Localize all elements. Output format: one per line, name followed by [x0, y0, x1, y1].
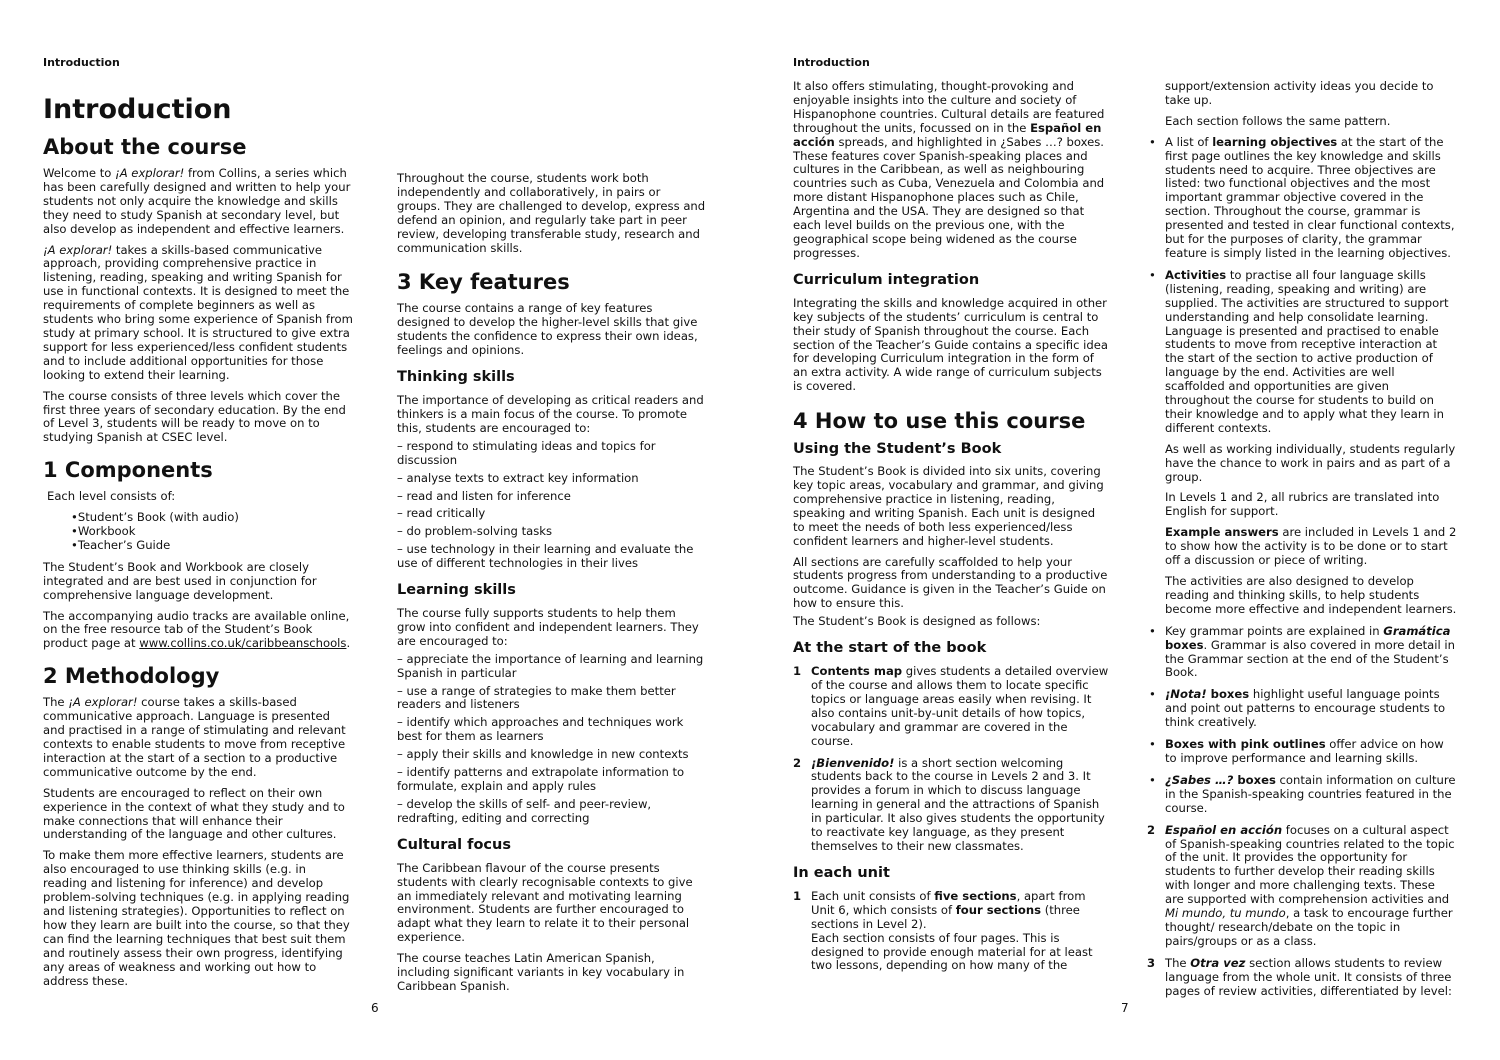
- list-item: – use a range of strategies to make them better readers and listeners: [397, 683, 676, 712]
- list-item: – read critically: [397, 506, 486, 521]
- list-item: • ¡Nota! boxes highlight useful language points and point out patterns to encourage students to think creatively.: [1147, 688, 1457, 730]
- thinking-skills-heading: Thinking skills: [397, 369, 515, 386]
- support-paragraph: support/extension activity ideas you decide to take up.: [1165, 79, 1434, 107]
- list-item: – develop the skills of self- and peer-review, redrafting, editing and correcting: [397, 796, 652, 825]
- left-running-head: Introduction: [43, 56, 120, 69]
- how-to-paragraph-3: The Student’s Book is designed as follows:: [793, 614, 1041, 629]
- start-of-book-heading: At the start of the book: [793, 640, 987, 657]
- list-item: – do problem-solving tasks: [397, 524, 553, 539]
- components-paragraph-2: The accompanying audio tracks are available online, on the free resource tab of the Student’s Book product page at www.collins.co.uk/caribbeanschools.: [43, 608, 351, 651]
- list-item: 1 Contents map gives students a detailed overview of the course and allows them to locate specific topics or language areas easily when revising. It also contains unit-by-unit details of how topics, vocabulary and grammar are covered in the course.: [793, 664, 1109, 748]
- learning-skills-heading: Learning skills: [397, 582, 516, 599]
- cultural-focus-continued: It also offers stimulating, thought-provoking and enjoyable insights into the culture and society of Hispanophone countries. Cultural details are featured throughout the units, focussed on in the Español en acción spreads, and highlighted in ¿Sabes …? boxes. These features cover Spanish-speaking places and cultures in the Caribbean, as well as neighbouring countries such as Cuba, Venezuela and Colombia and more distant Hispanophone places such as Chile, Argentina and the USA. They are designed so that each level builds on the previous one, with the geographical scope being widened as the course progresses.: [793, 79, 1105, 260]
- list-item: 2 ¡Bienvenido! is a short section welcoming students back to the course in Levels 2 and 3. It provides a forum in which to discuss language learning in general and the attractions of Spanish in particular. It also gives students the opportunity to reactivate key language, as they present themselves to their new classmates.: [793, 755, 1105, 853]
- left-column-1: [43, 94, 353, 995]
- cultural-focus-heading: Cultural focus: [397, 836, 511, 853]
- list-item: 3 The Otra vez section allows students to review language from the whole unit. It consists of three pages of review activities, differentiated by level:: [1147, 955, 1452, 998]
- list-item: – apply their skills and knowledge in new contexts: [397, 747, 689, 762]
- right-column-1: [793, 80, 1109, 981]
- components-paragraph-1: The Student’s Book and Workbook are closely integrated and are best used in conjunction for comprehensive language development.: [43, 559, 317, 602]
- left-column-2: [397, 172, 707, 1001]
- students-book-heading: Using the Student’s Book: [793, 441, 1002, 458]
- methodology-paragraph-4: Throughout the course, students work both independently and collaboratively, in pairs or groups. They are challenged to develop, express and defend an opinion, and regularly take part in peer review, developing transferable study, research and communication skills.: [397, 171, 706, 255]
- list-item: 2 Español en acción focuses on a cultural aspect of Spanish-speaking countries related to the topic of the unit. It provides the opportunity for students to further develop their reading skills with longer and more challenging texts. These are supported with comprehension activities and Mi mundo, tu mundo, a task to encourage further thought/ research/debate on the topic in pairs/groups or as a class.: [1147, 822, 1455, 948]
- list-item: – analyse texts to extract key information: [397, 470, 639, 485]
- curriculum-paragraph: Integrating the skills and knowledge acquired in other key subjects of the students’ curriculum is central to their study of Spanish throughout the course. Each section of the Teacher’s Guide contains a specific idea for developing Curriculum integration in the form of an extra activity. A wide range of curriculum subjects is covered.: [793, 295, 1108, 394]
- list-item: – identify patterns and extrapolate information to formulate, explain and apply rules: [397, 765, 685, 793]
- list-item: • Workbook: [71, 525, 353, 539]
- in-each-unit-heading: In each unit: [793, 864, 890, 881]
- cultural-focus-paragraph-1: The Caribbean flavour of the course presents students with clearly recognisable contexts to give an immediately relevant and motivating learning environment. Students are further encouraged to adapt what they learn to relate it to their personal experience.: [397, 860, 693, 945]
- key-features-intro: The course contains a range of key features designed to develop the higher-level skills that give students the confidence to express their own ideas, feelings and opinions.: [397, 301, 698, 358]
- right-column-2: [1147, 80, 1457, 1006]
- how-to-paragraph-1: The Student’s Book is divided into six units, covering key topic areas, vocabulary and grammar, and giving comprehensive practice in listening, reading, speaking and writing Spanish. Each unit is designed to meet the needs of both less experienced/less confident learners and higher-level students.: [793, 464, 1104, 548]
- components-list: [71, 511, 353, 553]
- components-heading: 1 Components: [43, 458, 213, 483]
- section-features-list: [1147, 136, 1457, 816]
- page-title: Introduction: [43, 94, 232, 125]
- components-intro: Each level consists of:: [47, 489, 176, 504]
- right-running-head: Introduction: [793, 56, 870, 69]
- left-page-number: 6: [371, 1001, 379, 1015]
- list-item: • Boxes with pink outlines offer advice on how to improve performance and learning skills.: [1147, 738, 1457, 766]
- list-item: • Student’s Book (with audio): [71, 511, 353, 525]
- about-paragraph-3: The course consists of three levels which cover the first three years of secondary education. By the end of Level 3, students will be ready to move on to studying Spanish at CSEC level.: [43, 388, 346, 445]
- right-page-number: 7: [1121, 1001, 1129, 1015]
- about-paragraph-1: Welcome to ¡A explorar! from Collins, a series which has been carefully designed and written to help your students not only acquire the knowledge and skills they need to study Spanish at secondary level, but also develop as independent and effective learners.: [43, 166, 351, 236]
- list-item: • Key grammar points are explained in Gramática boxes. Grammar is also covered in more detail in the Grammar section at the end of the Student’s Book.: [1147, 625, 1457, 681]
- pattern-paragraph: Each section follows the same pattern.: [1165, 113, 1391, 128]
- how-to-paragraph-2: All sections are carefully scaffolded to help your students progress from understanding to a productive outcome. Guidance is given in the Teacher’s Guide on how to ensure this.: [793, 554, 1108, 611]
- curriculum-heading: Curriculum integration: [793, 271, 980, 288]
- methodology-paragraph-2: Students are encouraged to reflect on their own experience in the context of what they study and to make connections that will enhance their understanding of the language and other cultures.: [43, 785, 345, 842]
- list-item: – identify which approaches and techniques work best for them as learners: [397, 715, 684, 744]
- list-item: • ¿Sabes …? boxes contain information on culture in the Spanish-speaking countries featured in the course.: [1147, 774, 1457, 816]
- list-item: 1 Each unit consists of five sections, apart from Unit 6, which consists of four sections (three sections in Level 2). Each section consists of four pages. This is designed to provide enough material for at least two lessons, depending on how many of the: [793, 888, 1093, 973]
- about-heading: About the course: [43, 135, 247, 159]
- list-item: – read and listen for inference: [397, 488, 571, 503]
- list-item: • Activities to practise all four language skills (listening, reading, speaking and writing) are supplied. The activities are structured to support understanding and help consolidate learning. Language is presented and practised to enable students to move from receptive interaction at the start of the section to active production of language by the end. Activities are well scaffolded and opportunities are given throughout the course for students to build on their knowledge and to apply what they learn in different contexts. As well as working individually, students regularly have the chance to work in pairs and as part of a group. In Levels 1 and 2, all rubrics are translated into English for support. Example answers are included in Levels 1 and 2 to show how the activity is to be done or to start off a discussion or piece of writing. The activities are also designed to develop reading and thinking skills, to help students become more effective and independent learners.: [1147, 269, 1457, 617]
- thinking-skills-intro: The importance of developing as critical readers and thinkers is a main focus of the course. To promote this, students are encouraged to:: [397, 393, 704, 435]
- list-item: – appreciate the importance of learning and learning Spanish in particular: [397, 651, 704, 680]
- how-to-heading: 4 How to use this course: [793, 409, 1086, 434]
- learning-skills-intro: The course fully supports students to help them grow into confident and independent learners. They are encouraged to:: [397, 606, 699, 648]
- about-paragraph-2: ¡A explorar! takes a skills-based communicative approach, providing comprehensive practice in listening, reading, speaking and writing Spanish for use in functional contexts. It is designed to meet the requirements of complete beginners as well as students who bring some experience of Spanish from study at primary school. It is structured to give extra support for less experienced/less confident students and to include additional opportunities for those looking to extend their learning.: [43, 242, 353, 382]
- cultural-focus-paragraph-2: The course teaches Latin American Spanish, including significant variants in key vocabulary in Caribbean Spanish.: [397, 951, 685, 993]
- methodology-paragraph-3: To make them more effective learners, students are also encouraged to use thinking skills (e.g. in reading and listening for inference) and develop problem-solving techniques (e.g. in applying reading and listening strategies). Opportunities to reflect on how they learn are built into the course, so that they can find the learning techniques that best suit them and routinely assess their own progress, identifying any areas of weakness and working out how to address these.: [43, 848, 350, 988]
- list-item: • Teacher’s Guide: [71, 539, 353, 553]
- key-features-heading: 3 Key features: [397, 270, 570, 295]
- list-item: • A list of learning objectives at the start of the first page outlines the key knowledge and skills students need to acquire. Three objectives are listed: two functional objectives and the most important grammar objective covered in the section. Throughout the course, grammar is presented and tested in clear functional contexts, but for the purposes of clarity, the grammar feature is simply listed in the learning objectives.: [1147, 136, 1457, 261]
- methodology-heading: 2 Methodology: [43, 664, 220, 689]
- collins-link[interactable]: www.collins.co.uk/caribbeanschools: [139, 636, 347, 651]
- list-item: – respond to stimulating ideas and topics for discussion: [397, 438, 656, 467]
- methodology-paragraph-1: The ¡A explorar! course takes a skills-based communicative approach. Language is presented and practised in a range of stimulating and relevant contexts to enable students to move from receptive interaction at the start of a section to a productive communicative outcome by the end.: [43, 695, 346, 779]
- list-item: – use technology in their learning and evaluate the use of different technologies in their lives: [397, 542, 694, 571]
